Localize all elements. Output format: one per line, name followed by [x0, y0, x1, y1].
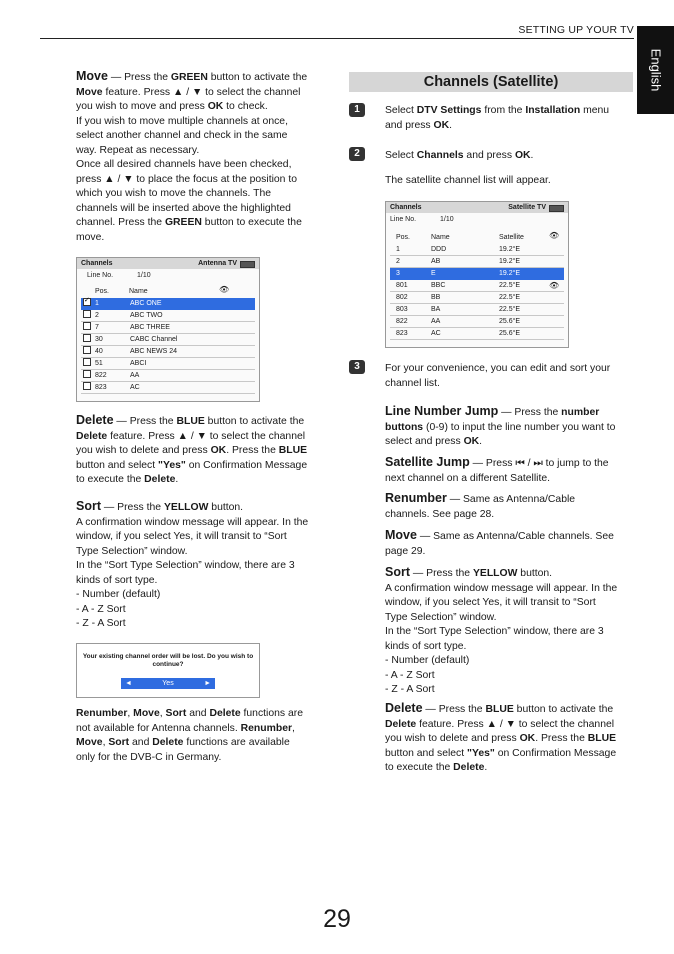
- line-number-jump-section: Line Number Jump — Press the number buttons (0-9) to input the line number you want to select and press OK.: [385, 404, 616, 447]
- page-number: 29: [323, 905, 351, 933]
- list-row[interactable]: 802 BB 22.5°E: [390, 292, 564, 304]
- favorite-icon: 👁: [549, 281, 560, 290]
- sort-satellite-section: Sort — Press the YELLOW button. A confirmation window message will appear. In the window, if you select Yes, it will transit to “Sort Type Selection” window. In the “Sort Type Selection” window, there are 3 kinds of sort type. - Number (default) - A - Z Sort - Z - A Sort: [385, 565, 618, 695]
- renumber-section: Renumber — Same as Antenna/Cable channels. See page 28.: [385, 491, 576, 520]
- step-1-text: Select DTV Settings from the Installation menu and press OK.: [385, 105, 610, 131]
- list-row[interactable]: 3 E 19.2°E: [390, 268, 564, 280]
- delete-satellite-section: Delete — Press the BLUE button to activate the Delete feature. Press ▲ / ▼ to select the channel you wish to delete and press OK. Press the BLUE button and select "Yes" on Confirmation Message to execute the Delete.: [385, 701, 617, 773]
- availability-note: Renumber, Move, Sort and Delete functions are not available for Antenna channels. Renumber, Move, Sort and Delete functions are available only for the DVB-C in Germany.: [76, 708, 304, 763]
- list-row[interactable]: 822 AA 25.6°E: [390, 316, 564, 328]
- list-row[interactable]: 2 AB 19.2°E: [390, 256, 564, 268]
- list-row[interactable]: 51 ABCI: [81, 358, 255, 370]
- left-arrow-icon: ◄: [125, 680, 132, 687]
- list-row[interactable]: 801 BBC 22.5°E 👁: [390, 280, 564, 292]
- list-row[interactable]: 823 AC: [81, 382, 255, 394]
- step-2-text: Select Channels and press OK. The satellite channel list will appear.: [385, 150, 551, 186]
- language-tab: English: [637, 26, 674, 114]
- screen-title-bar: Channels Satellite TV: [386, 202, 568, 213]
- antenna-channel-list: Channels Antenna TV Line No. 1/10 Pos. Name 👁 ✓ 1 ABC ONE 2 ABC TWO 7 ABC THREE 30 CABC Channel 40 ABC NEWS 24 51 ABCI 822 AA 823 AC: [76, 257, 260, 402]
- header-rule: [40, 38, 634, 39]
- right-arrow-icon: ►: [204, 680, 211, 687]
- list-row[interactable]: 30 CABC Channel: [81, 334, 255, 346]
- move-satellite-section: Move — Same as Antenna/Cable channels. See page 29.: [385, 528, 614, 557]
- satellite-jump-section: Satellite Jump — Press ⏮ / ⏭ to jump to the next channel on a different Satellite.: [385, 455, 609, 484]
- step-3-badge: 3: [349, 360, 365, 374]
- move-section: Move — Press the GREEN button to activate the Move feature. Press ▲ / ▼ to select the channel you wish to move and press OK to check. If you wish to move multiple channels at once, select another channel and check in the same way. Repeat as necessary. Once all desired channels have been checked, press ▲ / ▼ to place the focus at the position to which you wish to move the channels. The channels will be inserted above the highlighted channel. Press the GREEN button to execute the move.: [76, 69, 308, 243]
- list-row[interactable]: 1 DDD 19.2°E: [390, 244, 564, 256]
- step-3-text: For your convenience, you can edit and sort your channel list.: [385, 363, 611, 389]
- favorite-icon: 👁: [219, 285, 230, 294]
- list-row[interactable]: 803 BA 22.5°E: [390, 304, 564, 316]
- header-title: SETTING UP YOUR TV: [518, 24, 634, 36]
- screen-title-bar: Channels Antenna TV: [77, 258, 259, 269]
- confirmation-dialog: [76, 643, 260, 698]
- list-row[interactable]: 822 AA: [81, 370, 255, 382]
- step-2-badge: 2: [349, 147, 365, 161]
- step-1-badge: 1: [349, 103, 365, 117]
- battery-icon: [240, 261, 255, 268]
- battery-icon: [549, 205, 564, 212]
- delete-section: Delete — Press the BLUE button to activate the Delete feature. Press ▲ / ▼ to select the channel you wish to delete and press OK. Press the BLUE button and select "Yes" on Confirmation Message to execute the Delete.: [76, 413, 308, 485]
- sort-section: Sort — Press the YELLOW button. A confirmation window message will appear. In the window, if you select Yes, it will transit to “Sort Type Selection” window. In the “Sort Type Selection” window, there are 3 kinds of sort type. - Number (default) - A - Z Sort - Z - A Sort: [76, 499, 309, 629]
- favorite-icon: 👁: [549, 231, 560, 240]
- list-row[interactable]: 40 ABC NEWS 24: [81, 346, 255, 358]
- list-row[interactable]: ✓ 1 ABC ONE: [81, 298, 255, 310]
- list-row[interactable]: 823 AC 25.6°E: [390, 328, 564, 340]
- yes-button[interactable]: ◄ Yes ►: [121, 678, 215, 689]
- confirm-message: Your existing channel order will be lost. Do you wish to continue?: [82, 653, 254, 668]
- list-row[interactable]: 2 ABC TWO: [81, 310, 255, 322]
- section-title: Channels (Satellite): [349, 72, 633, 92]
- satellite-channel-list: Channels Satellite TV Line No. 1/10 Pos. Name Satellite 👁 1 DDD 19.2°E 2 AB 19.2°E 3 E 19.2°E 801 BBC 22.5°E 👁 802 BB 22.5°E 803 BA 22.5°E 822 AA 25.6°E 823 AC 25.6°E: [385, 201, 569, 348]
- list-row[interactable]: 7 ABC THREE: [81, 322, 255, 334]
